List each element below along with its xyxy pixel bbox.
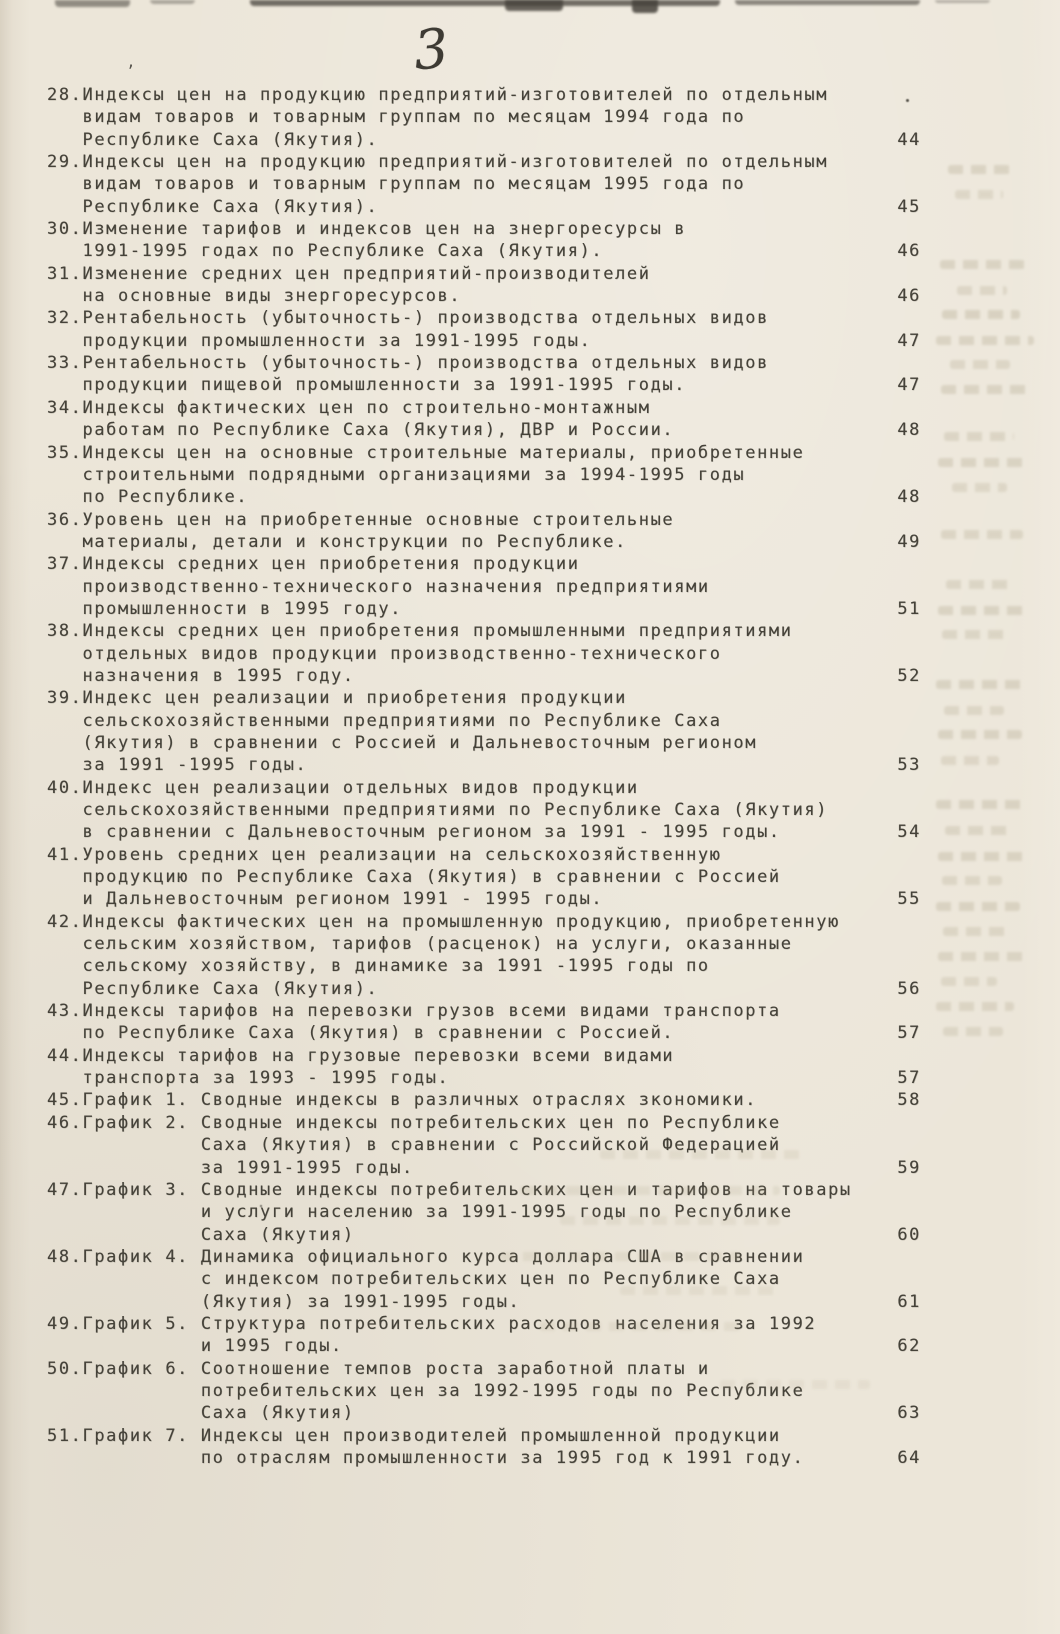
handwritten-page-number: 3 xyxy=(411,16,452,83)
bleed-through-smudge xyxy=(720,1380,870,1389)
toc-page-number: 63 xyxy=(897,1403,921,1424)
toc-entry-text: продукции промышленности за 1991-1995 годы. xyxy=(47,330,592,351)
toc-entry-text: Республике Саха (Якутия). xyxy=(47,129,379,150)
toc-entry-text: Саха (Якутия) в сравнении с Российской Федерацией xyxy=(47,1135,781,1156)
scan-edge-artifact xyxy=(55,0,130,7)
toc-page-number: 64 xyxy=(897,1447,921,1468)
toc-line xyxy=(47,598,921,620)
bleed-through-smudge xyxy=(560,1216,780,1225)
toc-line xyxy=(47,911,921,933)
toc-line xyxy=(47,1067,921,1089)
bleed-through-smudge xyxy=(540,1322,740,1331)
toc-page-number: 52 xyxy=(897,665,921,686)
toc-entry-text: продукцию по Республике Саха (Якутия) в сравнении с Россией xyxy=(47,867,781,888)
toc-page-number: 51 xyxy=(897,598,921,619)
toc-line xyxy=(47,1089,921,1111)
toc-line xyxy=(47,240,921,262)
bleed-through-smudge xyxy=(938,606,1026,615)
toc-entry-text: по Республике Саха (Якутия) в сравнении с Россией. xyxy=(47,1023,675,1044)
toc-entry-text: 44.Индексы тарифов на грузовые перевозки всеми видами xyxy=(47,1045,675,1066)
toc-line xyxy=(47,978,921,1000)
toc-page-number: 57 xyxy=(897,1023,921,1044)
toc-entry-text: 51.График 7. Индексы цен производителей промышленной продукции xyxy=(47,1425,781,1446)
toc-line xyxy=(47,1246,921,1268)
toc-entry-text: 42.Индексы фактических цен на промышленную продукцию, приобретенную xyxy=(47,911,840,932)
toc-line xyxy=(47,1000,921,1022)
toc-entry-text: Саха (Якутия) xyxy=(47,1224,355,1245)
toc-entry-text: 33.Рентабельность (убыточность-) производства отдельных видов xyxy=(47,353,769,374)
toc-line xyxy=(47,732,921,754)
toc-entry-text: строительными подрядными организациями за 1994-1995 годы xyxy=(47,464,746,485)
bleed-through-smudge xyxy=(946,580,1012,589)
toc-line xyxy=(47,844,921,866)
toc-entry-text: сельскому хозяйству, в динамике за 1991 -1995 годы по xyxy=(47,956,710,977)
toc-line xyxy=(47,374,921,396)
toc-entry-text: 50.График 6. Соотношение темпов роста заработной платы и xyxy=(47,1358,710,1379)
toc-entry-text: в сравнении с Дальневосточным регионом за 1991 - 1995 годы. xyxy=(47,822,781,843)
toc-entry-text: 41.Уровень средних цен реализации на сельскохозяйственную xyxy=(47,844,722,865)
bleed-through-smudge xyxy=(936,680,1028,689)
toc-line xyxy=(47,218,921,240)
bleed-through-smudge xyxy=(944,706,1004,715)
bleed-through-smudge xyxy=(938,852,1028,861)
toc-page-number: 48 xyxy=(897,487,921,508)
bleed-through-smudge xyxy=(942,630,1010,639)
toc-entry-text: 30.Изменение тарифов и индексов цен на знергоресурсы в xyxy=(47,219,687,240)
table-of-contents xyxy=(47,84,921,1469)
bleed-through-smudge xyxy=(941,530,1023,539)
toc-line xyxy=(47,330,921,352)
bleed-through-smudge xyxy=(943,927,1009,936)
toc-entry-text: продукции пищевой промышленности за 1991-1995 годы. xyxy=(47,375,687,396)
toc-line xyxy=(47,509,921,531)
toc-entry-text: сельским хозяйством, тарифов (расценок) на услуги, оказанные xyxy=(47,934,793,955)
toc-line xyxy=(47,1157,921,1179)
bleed-through-smudge xyxy=(952,483,1007,492)
bleed-through-smudge xyxy=(942,310,1020,319)
scan-edge-artifact xyxy=(505,0,563,11)
bleed-through-smudge xyxy=(936,800,1024,809)
toc-page-number: 55 xyxy=(897,889,921,910)
bleed-through-smudge xyxy=(938,730,1022,739)
toc-line xyxy=(47,799,921,821)
toc-line xyxy=(47,710,921,732)
toc-line xyxy=(47,777,921,799)
toc-line xyxy=(47,955,921,977)
scan-edge-artifact xyxy=(632,0,658,13)
toc-entry-text: сельскохозяйственными предприятиями по Республике Саха (Якутия) xyxy=(47,800,829,820)
toc-line xyxy=(47,1425,921,1447)
toc-line xyxy=(47,352,921,374)
toc-entry-text: с индексом потребительских цен по Республике Саха xyxy=(47,1269,781,1290)
toc-page-number: 45 xyxy=(897,196,921,217)
bleed-through-smudge xyxy=(936,336,1034,345)
toc-page-number: 47 xyxy=(897,375,921,396)
toc-line xyxy=(47,553,921,575)
toc-entry-text: промышленности в 1995 году. xyxy=(47,598,403,619)
toc-entry-text: 35.Индексы цен на основные строительные материалы, приобретенные xyxy=(47,442,805,463)
bleed-through-smudge xyxy=(936,902,1020,911)
toc-entry-text: 28.Индексы цен на продукцию предприятий-изготовителей по отдельным xyxy=(47,85,829,105)
bleed-through-smudge xyxy=(944,432,1014,441)
toc-line xyxy=(47,1179,921,1201)
bleed-through-smudge xyxy=(600,1150,800,1159)
bleed-through-smudge xyxy=(500,1252,740,1261)
toc-entry-text: 29.Индексы цен на продукцию предприятий-изготовителей по отдельным xyxy=(47,152,829,173)
toc-line xyxy=(47,576,921,598)
toc-line xyxy=(47,620,921,642)
toc-entry-text: и Дальневосточным регионом 1991 - 1995 годы. xyxy=(47,889,604,910)
bleed-through-smudge xyxy=(948,165,1010,174)
toc-line xyxy=(47,643,921,665)
toc-entry-text: (Якутия) за 1991-1995 годы. xyxy=(47,1291,521,1312)
bleed-through-smudge xyxy=(620,1286,780,1295)
bleed-through-smudge xyxy=(950,360,1010,369)
toc-entry-text: 46.График 2. Сводные индексы потребительских цен по Республике xyxy=(47,1112,781,1133)
toc-line xyxy=(47,687,921,709)
bleed-through-smudge xyxy=(957,286,1007,295)
bleed-through-smudge xyxy=(943,1027,1003,1036)
toc-page-number: 46 xyxy=(897,241,921,262)
toc-line xyxy=(47,1224,921,1246)
toc-entry-text: 34.Индексы фактических цен по строительно-монтажным xyxy=(47,397,651,418)
toc-line xyxy=(47,754,921,776)
bleed-through-smudge xyxy=(936,1002,1014,1011)
bleed-through-smudge xyxy=(942,876,1002,885)
toc-page-number: 62 xyxy=(897,1336,921,1357)
toc-line xyxy=(47,1291,921,1313)
bleed-through-smudge xyxy=(940,260,1025,269)
toc-entry-text: 31.Изменение средних цен предприятий-производителей xyxy=(47,263,651,284)
toc-entry-text: назначения в 1995 году. xyxy=(47,665,355,686)
toc-page-number: 46 xyxy=(897,286,921,307)
bleed-through-smudge xyxy=(941,977,997,986)
toc-page-number: 58 xyxy=(897,1090,921,1111)
toc-line xyxy=(47,307,921,329)
toc-entry-text: по Республике. xyxy=(47,487,249,508)
scan-edge-artifact xyxy=(150,0,195,4)
toc-line xyxy=(47,285,921,307)
toc-line xyxy=(47,397,921,419)
toc-page-number: 57 xyxy=(897,1068,921,1089)
toc-entry-text: видам товаров и товарным группам по месяцам 1995 года по xyxy=(47,174,746,195)
toc-line xyxy=(47,1268,921,1290)
toc-line xyxy=(47,1335,921,1357)
toc-line xyxy=(47,486,921,508)
toc-line xyxy=(47,419,921,441)
toc-line xyxy=(47,1358,921,1380)
toc-page-number: 54 xyxy=(897,822,921,843)
toc-line xyxy=(47,1313,921,1335)
toc-line xyxy=(47,129,921,151)
bleed-through-smudge xyxy=(938,952,1026,961)
bleed-through-smudge xyxy=(938,458,1030,467)
toc-line xyxy=(47,933,921,955)
toc-entry-text: и 1995 годы. xyxy=(47,1336,343,1357)
toc-entry-text: 36.Уровень цен на приобретенные основные строительные xyxy=(47,509,675,530)
toc-entry-text: 1991-1995 годах по Республике Саха (Якутия). xyxy=(47,241,604,262)
bleed-through-smudge xyxy=(941,756,999,765)
toc-entry-text: транспорта за 1993 - 1995 годы. xyxy=(47,1068,450,1089)
toc-page-number: 49 xyxy=(897,531,921,552)
toc-line xyxy=(47,866,921,888)
toc-line xyxy=(47,442,921,464)
toc-entry-text: 45.График 1. Сводные индексы в различных отраслях зкономики. xyxy=(47,1090,758,1111)
toc-page-number: 61 xyxy=(897,1291,921,1312)
toc-line xyxy=(47,1201,921,1223)
toc-page-number: 48 xyxy=(897,420,921,441)
toc-line xyxy=(47,196,921,218)
toc-line xyxy=(47,84,921,106)
toc-entry-text: Республике Саха (Якутия). xyxy=(47,196,379,217)
toc-entry-text: материалы, детали и конструкции по Республике. xyxy=(47,531,627,552)
toc-entry-text: 49.График 5. Структура потребительских расходов населения за 1992 xyxy=(47,1313,817,1334)
toc-line xyxy=(47,1045,921,1067)
toc-entry-text: Саха (Якутия) xyxy=(47,1403,355,1424)
toc-page-number: 56 xyxy=(897,978,921,999)
toc-entry-text: сельскохозяйственными предприятиями по Республике Саха xyxy=(47,710,722,731)
toc-entry-text: за 1991-1995 годы. xyxy=(47,1157,414,1178)
stray-mark: ’ xyxy=(126,62,136,80)
bleed-through-smudge xyxy=(520,1186,780,1195)
toc-line xyxy=(47,106,921,128)
toc-entry-text: по отраслям промышленности за 1995 год к 1991 году. xyxy=(47,1447,805,1468)
toc-line xyxy=(47,263,921,285)
toc-line xyxy=(47,173,921,195)
toc-line xyxy=(47,888,921,910)
toc-entry-text: 38.Индексы средних цен приобретения промышленными предприятиями xyxy=(47,621,793,642)
toc-page-number: 59 xyxy=(897,1157,921,1178)
toc-line xyxy=(47,531,921,553)
toc-line xyxy=(47,665,921,687)
toc-entry-text: за 1991 -1995 годы. xyxy=(47,755,308,776)
toc-entry-text: 40.Индекс цен реализации отдельных видов продукции xyxy=(47,777,639,798)
bleed-through-smudge xyxy=(945,826,1011,835)
toc-line xyxy=(47,151,921,173)
scan-edge-artifact xyxy=(735,0,920,5)
bleed-through-smudge xyxy=(941,385,1029,394)
toc-entry-text: производственно-технического назначения предприятиями xyxy=(47,576,710,597)
toc-entry-text: на основные виды знергоресурсов. xyxy=(47,286,462,307)
toc-entry-text: 37.Индексы средних цен приобретения продукции xyxy=(47,554,580,575)
toc-line xyxy=(47,1022,921,1044)
toc-entry-text: 48.График 4. Динамика официального курса доллара США в сравнении xyxy=(47,1246,805,1267)
toc-page-number: 44 xyxy=(897,129,921,150)
toc-line xyxy=(47,464,921,486)
toc-page-number: 47 xyxy=(897,330,921,351)
toc-entry-text: отдельных видов продукции производственно-технического xyxy=(47,643,722,664)
toc-entry-text: и услуги населению за 1991-1995 годы по Республике xyxy=(47,1202,793,1223)
toc-entry-text: 43.Индексы тарифов на перевозки грузов всеми видами транспорта xyxy=(47,1001,781,1022)
toc-line xyxy=(47,1402,921,1424)
bleed-through-smudge xyxy=(955,190,1003,199)
toc-entry-text: 39.Индекс цен реализации и приобретения продукции xyxy=(47,688,627,709)
toc-page-number: 53 xyxy=(897,755,921,776)
scan-edge-artifact xyxy=(935,0,990,3)
toc-entry-text: Республике Саха (Якутия). xyxy=(47,978,379,999)
toc-entry-text: 47.График 3. Сводные индексы потребительских цен и тарифов на товары xyxy=(47,1179,852,1200)
toc-entry-text: 32.Рентабельность (убыточность-) производства отдельных видов xyxy=(47,308,769,329)
toc-entry-text: работам по Республике Саха (Якутия), ДВР и России. xyxy=(47,420,675,441)
toc-page-number: 60 xyxy=(897,1224,921,1245)
toc-line xyxy=(47,1112,921,1134)
toc-entry-text: (Якутия) в сравнении с Россией и Дальневосточным регионом xyxy=(47,732,758,753)
toc-entry-text: потребительских цен за 1992-1995 годы по Республике xyxy=(47,1380,805,1401)
toc-line xyxy=(47,821,921,843)
toc-line xyxy=(47,1447,921,1469)
toc-entry-text: видам товаров и товарным группам по месяцам 1994 года по xyxy=(47,107,746,128)
